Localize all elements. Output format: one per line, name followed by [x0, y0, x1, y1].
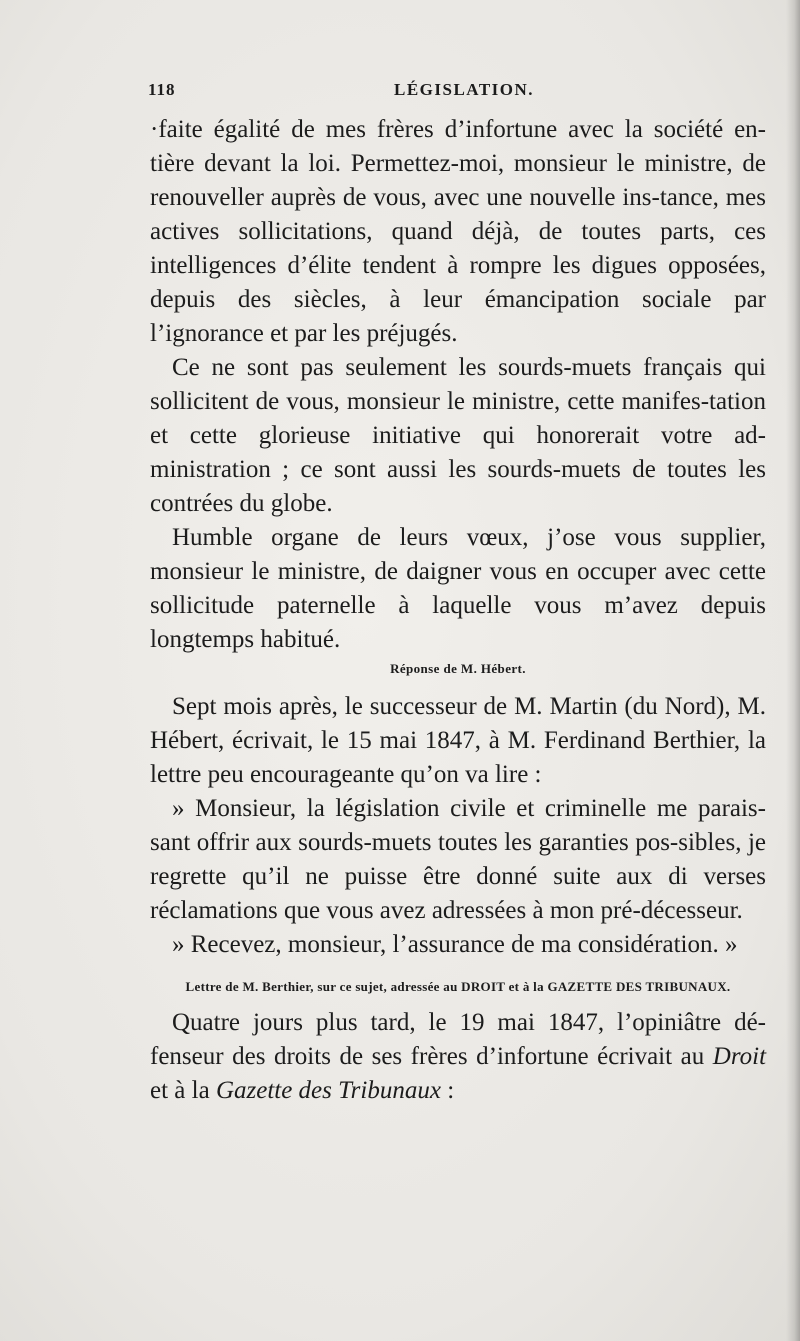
paragraph-2: Ce ne sont pas seulement les sourds-muets français qui sollicitent de vous, monsieur le ministre, cette manifes-tation et cette glorieuse initiative qui honorerait votre ad-ministration ; ce sont aussi les sourds-muets de toutes les contrées du globe.	[150, 354, 766, 517]
journal-name-gazette: Gazette des Tribunaux	[215, 1077, 441, 1104]
paragraph-3: Humble organe de leurs vœux, j’ose vous supplier, monsieur le ministre, de daigner vous en occuper avec cette sollicitude paternelle à laquelle vous m’avez depuis longtemps habitué.	[150, 524, 766, 653]
body-text	[150, 113, 766, 1108]
quoted-letter-paragraph: » Monsieur, la législation civile et criminelle me parais-sant offrir aux sourds-muets toutes les garanties pos-sibles, je regrette qu’il ne puisse être donné suite aux di verses réclamations que vous avez adressées à mon pré-décesseur.	[150, 795, 766, 924]
page-edge-shadow	[786, 0, 800, 1341]
section-heading-reponse: Réponse de M. Hébert.	[390, 661, 526, 676]
paragraph-7-end: :	[440, 1077, 455, 1104]
paragraph-4: Sept mois après, le successeur de M. Martin (du Nord), M. Hébert, écrivait, le 15 mai 1847, à M. Ferdinand Berthier, la lettre peu encourageante qu’on va lire :	[150, 693, 766, 788]
journal-name-droit: Droit	[712, 1043, 767, 1070]
section-heading-lettre: Lettre de M. Berthier, sur ce sujet, adressée au DROIT et à la GAZETTE DES TRIBUNAUX.	[185, 979, 731, 994]
paragraph-7-text: Quatre jours plus tard, le 19 mai 1847, l’opiniâtre dé-fenseur des droits de ses frères d’infortune écrivait au	[150, 1009, 766, 1070]
paragraph-1: ·faite égalité de mes frères d’infortune avec la société en-tière devant la loi. Permettez-moi, monsieur le ministre, de renouveller auprès de vous, avec une nouvelle ins-tance, mes actives sollicitations, quand déjà, de toutes parts, ces intelligences d’élite tendent à rompre les digues opposées, depuis des siècles, à leur émancipation sociale par l’ignorance et par les préjugés.	[150, 116, 766, 347]
quoted-letter-closing: » Recevez, monsieur, l’assurance de ma considération. »	[172, 931, 738, 958]
paragraph-7-connector: et à la	[150, 1077, 216, 1104]
page-number: 118	[148, 80, 176, 99]
running-head: LÉGISLATION.	[394, 80, 535, 99]
page-header	[148, 80, 766, 106]
paragraph-7	[150, 1006, 766, 1108]
